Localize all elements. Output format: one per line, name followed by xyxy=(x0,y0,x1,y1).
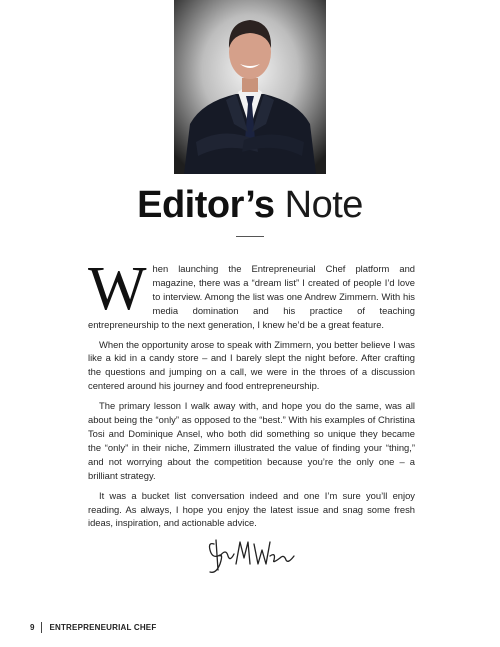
paragraph-2: When the opportunity arose to speak with Zimmern, you better believe I was like a kid in a candy store – and I barely slept the night before. After crafting the questions and jumping on a call, we were in the throes of a discussion centered around his journey and food entrepreneurship. xyxy=(88,338,415,392)
page-number: 9 xyxy=(30,623,35,632)
paragraph-4: It was a bucket list conversation indeed and one I’m sure you’ll enjoy reading. As always, I hope you enjoy the latest issue and snag some fresh ideas, inspiration, and actionable advice. xyxy=(88,489,415,529)
drop-cap: W xyxy=(88,255,147,323)
page-title xyxy=(0,182,500,228)
editor-portrait xyxy=(174,0,326,174)
title-divider xyxy=(236,236,264,237)
paragraph-1-text: hen launching the Entrepreneurial Chef platform and magazine, there was a “dream list” I created of people I’d love to interview. Among the list was one Andrew Zimmern. With his media domination and his practice of teaching entrepreneurship to the next generation, I knew he’d be a great feature. xyxy=(88,263,415,330)
title-light-word: Note xyxy=(284,184,363,226)
paragraph-1 xyxy=(88,255,415,332)
editor-signature xyxy=(200,534,300,578)
paragraph-3: The primary lesson I walk away with, and hope you do the same, was all about being the “only” as opposed to the “best.” With his examples of Christina Tosi and Dominique Ansel, who both did something so unique they became the “only” in their niche, Zimmern illustrated the value of finding your “thing,” and not worrying about the competition because you’re the only one – a brilliant strategy. xyxy=(88,400,415,481)
page-footer xyxy=(30,622,156,633)
article-body xyxy=(88,255,415,536)
title-bold-word: Editor’s xyxy=(137,184,275,226)
publication-name: ENTREPRENEURIAL CHEF xyxy=(49,623,157,632)
footer-separator xyxy=(41,622,42,633)
